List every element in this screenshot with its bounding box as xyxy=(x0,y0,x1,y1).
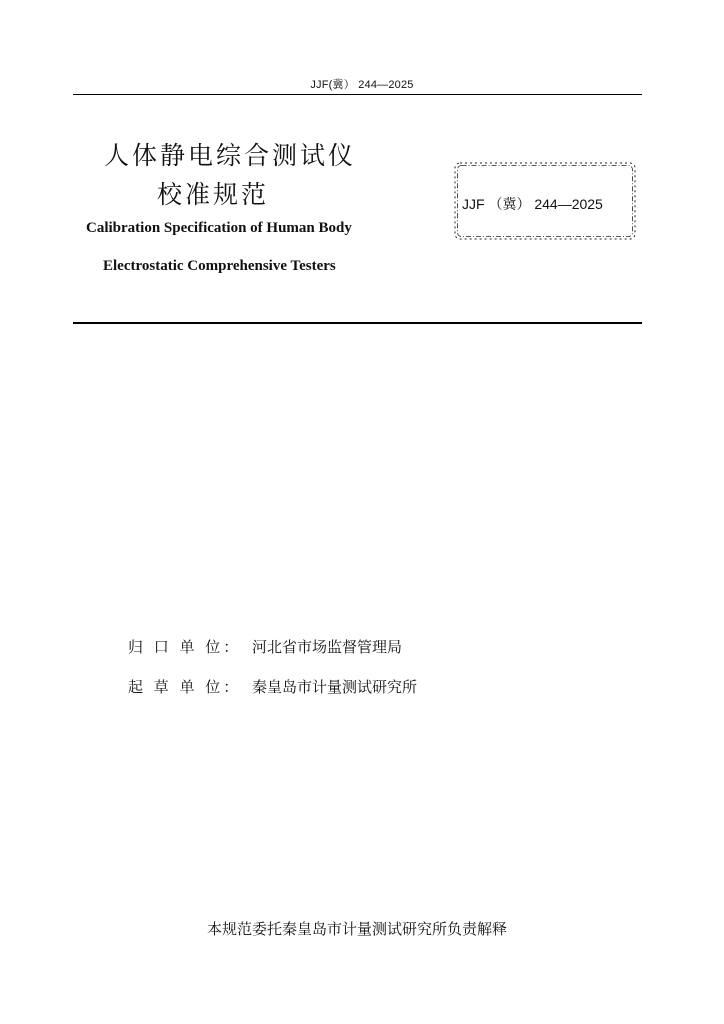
standard-code-box xyxy=(452,160,638,242)
title-en-line-1: Calibration Specification of Human Body xyxy=(86,220,352,236)
drafter-label: 起 草 单 位： xyxy=(128,678,242,696)
title-en-line-2: Electrostatic Comprehensive Testers xyxy=(103,258,336,274)
title-cn-line-2: 校准规范 xyxy=(157,180,270,209)
title-cn-line-1: 人体静电综合测试仪 xyxy=(104,141,357,170)
top-rule xyxy=(73,94,642,95)
supervisor-row xyxy=(128,636,402,657)
interpretation-note: 本规范委托秦皇岛市计量测试研究所负责解释 xyxy=(206,920,507,938)
drafter-value: 秦皇岛市计量测试研究所 xyxy=(252,678,418,696)
supervisor-value: 河北省市场监督管理局 xyxy=(252,638,403,656)
supervisor-label: 归 口 单 位： xyxy=(128,638,242,656)
bottom-rule xyxy=(73,322,642,324)
drafter-row xyxy=(128,676,417,697)
running-header: JJF(冀） 244—2025 xyxy=(310,79,414,91)
standard-code: JJF （冀） 244—2025 xyxy=(462,196,603,212)
